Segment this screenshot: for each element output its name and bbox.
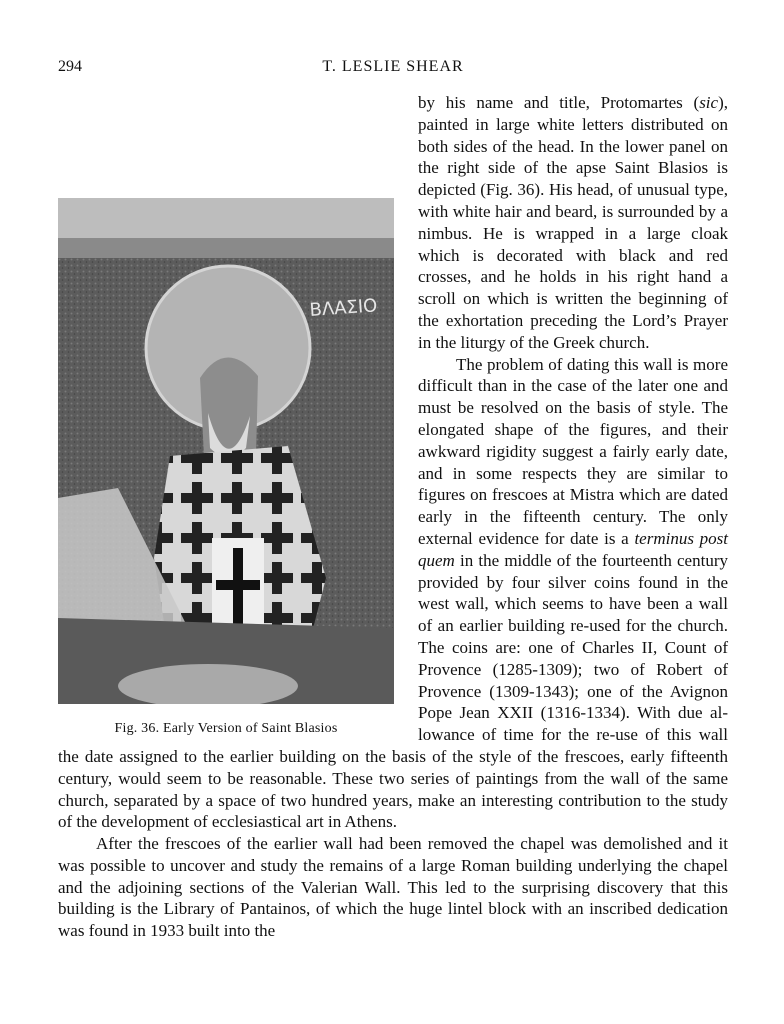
paragraph-2: The problem of dating this wall is more difficult than in the case of the later one and must be resolved on the basis of style. The elongated shape of the figures, and their awkward rigidity suggest a fairly early date, and in some respects they are similar to figures on frescoes at Mistra which are dated early in the fifteenth century. The only external evidence for date is a terminus post quem in the middle of the fourteenth century provided by four silver coins found in the west wall, which seems to have been a wall of an earlier building re-used for the church. The coins are: one of Charles II, Count of Provence (1285-1309); two of Robert of Provence (1309-1343); one of the Avignon Pope Jean XXII (1316-1334). With due allowance of time for the re-use of this wall the date assigned to the earlier building on the basis of the style of the frescoes, early fifteenth century, would seem to be reasonable. These two series of paintings from the wall of the same church, separated by a space of two hundred years, make an interesting contribution to the study of the development of ecclesiastical art in Athens. [58,354,729,832]
figure-36 [58,198,404,738]
fresco-photograph [58,198,394,704]
fresco-inscription: ΒΛΑΣΙΟ [308,295,379,321]
running-title: T. LESLIE SHEAR [322,58,464,75]
figure-caption: Fig. 36. Early Version of Saint Blasios [114,721,338,736]
paragraph-3: After the frescoes of the earlier wall had been removed the chapel was demolished and it was possible to uncover and study the remains of a large Roman building underlying the chapel and the adjoining sections of the Valerian Wall. This led to the surprising discovery that this building is the Library of Pantainos, of which the huge lintel block with an inscribed dedication was found in 1933 built into the [58,834,728,941]
page-number: 294 [58,58,82,75]
page-header [58,58,728,78]
body-text [58,92,728,942]
page [58,0,728,1024]
paragraph-1: by his name and title, Protomartes (sic), painted in large white letters distributed on both sides of the head. In the lower panel on the right side of the apse Saint Blasios is depicted (Fig. 36). His head, of unusual type, with white hair and beard, is surrounded by a nimbus. He is wrapped in a large cloak which is decorated with black and red crosses, and he holds in his right hand a scroll on which is written the beginning of the exhortation preceding the Lord’s Prayer in the liturgy of the Greek church. [418,93,728,352]
